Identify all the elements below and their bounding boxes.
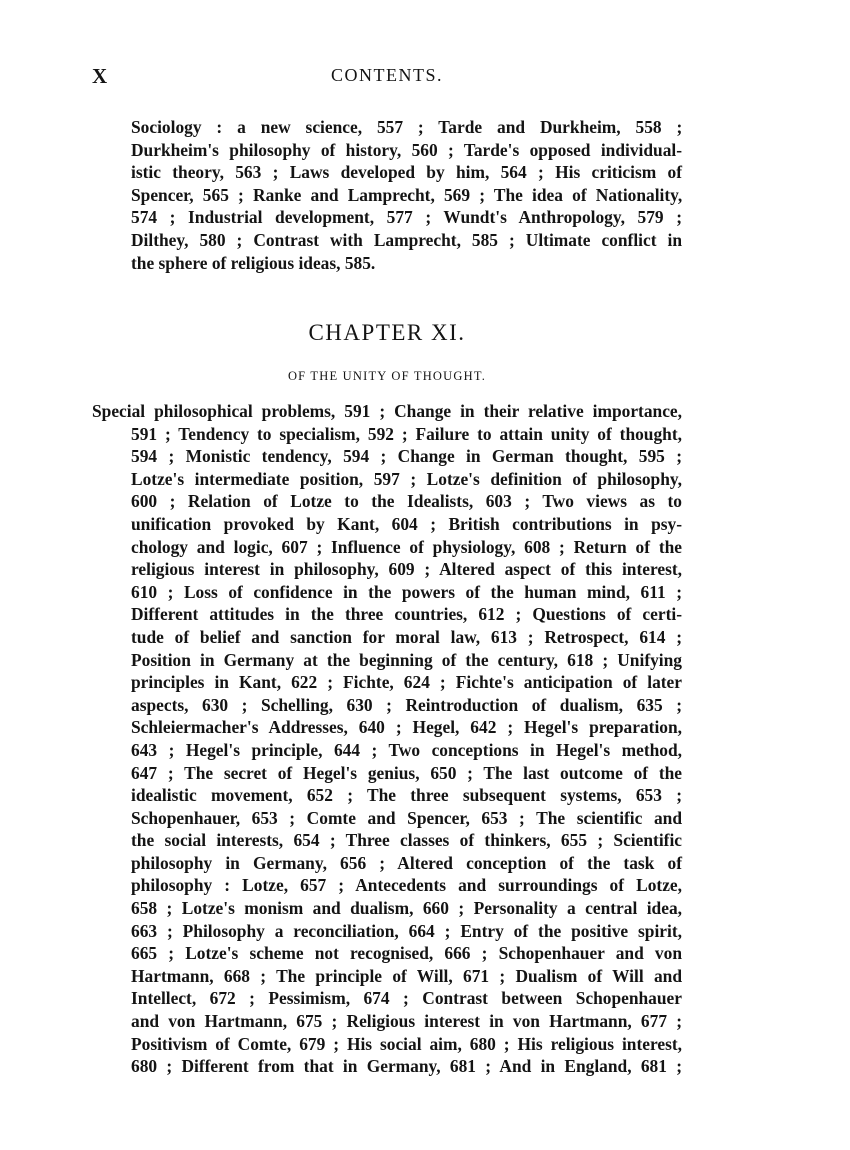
text-line: 600 ; Relation of Lotze to the Idealists, 603 ; Two views as to	[131, 491, 682, 512]
text-line: Special philosophical problems, 591 ; Change in their relative importance,	[92, 401, 682, 421]
text-line: 643 ; Hegel's principle, 644 ; Two conceptions in Hegel's method,	[131, 739, 682, 760]
text-line: 680 ; Different from that in Germany, 681 ; And in England, 681 ;	[131, 1056, 682, 1077]
text-line: philosophy in Germany, 656 ; Altered conception of the task of	[131, 852, 682, 873]
text-line: Schleiermacher's Addresses, 640 ; Hegel, 642 ; Hegel's preparation,	[131, 717, 682, 738]
continued-summary-paragraph	[131, 116, 682, 274]
text-line: Lotze's intermediate position, 597 ; Lotze's definition of philosophy,	[131, 468, 682, 489]
text-line: 647 ; The secret of Hegel's genius, 650 ; The last outcome of the	[131, 762, 682, 783]
text-line: the sphere of religious ideas, 585.	[131, 252, 376, 273]
text-line: Spencer, 565 ; Ranke and Lamprecht, 569 ; The idea of Nationality,	[131, 184, 683, 205]
page-numeral: X	[92, 64, 109, 88]
text-line: tude of belief and sanction for moral law, 613 ; Retrospect, 614 ;	[131, 626, 682, 647]
text-line: Different attitudes in the three countries, 612 ; Questions of certi-	[131, 604, 682, 625]
text-line: Sociology : a new science, 557 ; Tarde and Durkheim, 558 ;	[131, 117, 683, 137]
text-line: Hartmann, 668 ; The principle of Will, 671 ; Dualism of Will and	[131, 965, 682, 986]
text-line: 665 ; Lotze's scheme not recognised, 666 ; Schopenhauer and von	[131, 943, 682, 964]
text-line: Durkheim's philosophy of history, 560 ; Tarde's opposed individual-	[131, 139, 683, 160]
text-line: 663 ; Philosophy a reconciliation, 664 ; Entry of the positive spirit,	[131, 920, 682, 941]
running-head	[92, 64, 682, 90]
text-line: idealistic movement, 652 ; The three subsequent systems, 653 ;	[131, 785, 682, 806]
running-title: CONTENTS.	[331, 65, 443, 85]
chapter-summary-paragraph	[92, 400, 682, 1078]
text-line: Position in Germany at the beginning of the century, 618 ; Unifying	[131, 649, 682, 670]
text-line: religious interest in philosophy, 609 ; Altered aspect of this interest,	[131, 559, 682, 580]
text-line: istic theory, 563 ; Laws developed by him, 564 ; His criticism of	[131, 162, 682, 183]
text-line: 658 ; Lotze's monism and dualism, 660 ; Personality a central idea,	[131, 898, 682, 919]
text-line: Schopenhauer, 653 ; Comte and Spencer, 653 ; The scientific and	[131, 807, 682, 828]
text-line: Positivism of Comte, 679 ; His social aim, 680 ; His religious interest,	[131, 1033, 682, 1054]
text-line: principles in Kant, 622 ; Fichte, 624 ; Fichte's anticipation of later	[131, 672, 682, 693]
chapter-subtitle: OF THE UNITY OF THOUGHT.	[287, 369, 487, 383]
text-line: Intellect, 672 ; Pessimism, 674 ; Contrast between Schopenhauer	[131, 988, 682, 1009]
text-line: unification provoked by Kant, 604 ; British contributions in psy-	[131, 513, 682, 534]
text-line: and von Hartmann, 675 ; Religious interest in von Hartmann, 677 ;	[131, 1011, 682, 1032]
text-line: 591 ; Tendency to specialism, 592 ; Failure to attain unity of thought,	[131, 423, 682, 444]
text-line: 610 ; Loss of confidence in the powers of the human mind, 611 ;	[131, 581, 682, 602]
text-line: the social interests, 654 ; Three classes of thinkers, 655 ; Scientific	[131, 830, 682, 851]
text-line: Dilthey, 580 ; Contrast with Lamprecht, 585 ; Ultimate conflict in	[131, 229, 682, 250]
text-line: philosophy : Lotze, 657 ; Antecedents and surroundings of Lotze,	[131, 875, 682, 896]
text-line: 594 ; Monistic tendency, 594 ; Change in German thought, 595 ;	[131, 446, 682, 467]
chapter-heading: CHAPTER XI.	[308, 320, 466, 345]
text-line: 574 ; Industrial development, 577 ; Wundt's Anthropology, 579 ;	[131, 207, 682, 228]
text-line: chology and logic, 607 ; Influence of physiology, 608 ; Return of the	[131, 536, 682, 557]
text-line: aspects, 630 ; Schelling, 630 ; Reintroduction of dualism, 635 ;	[131, 694, 682, 715]
